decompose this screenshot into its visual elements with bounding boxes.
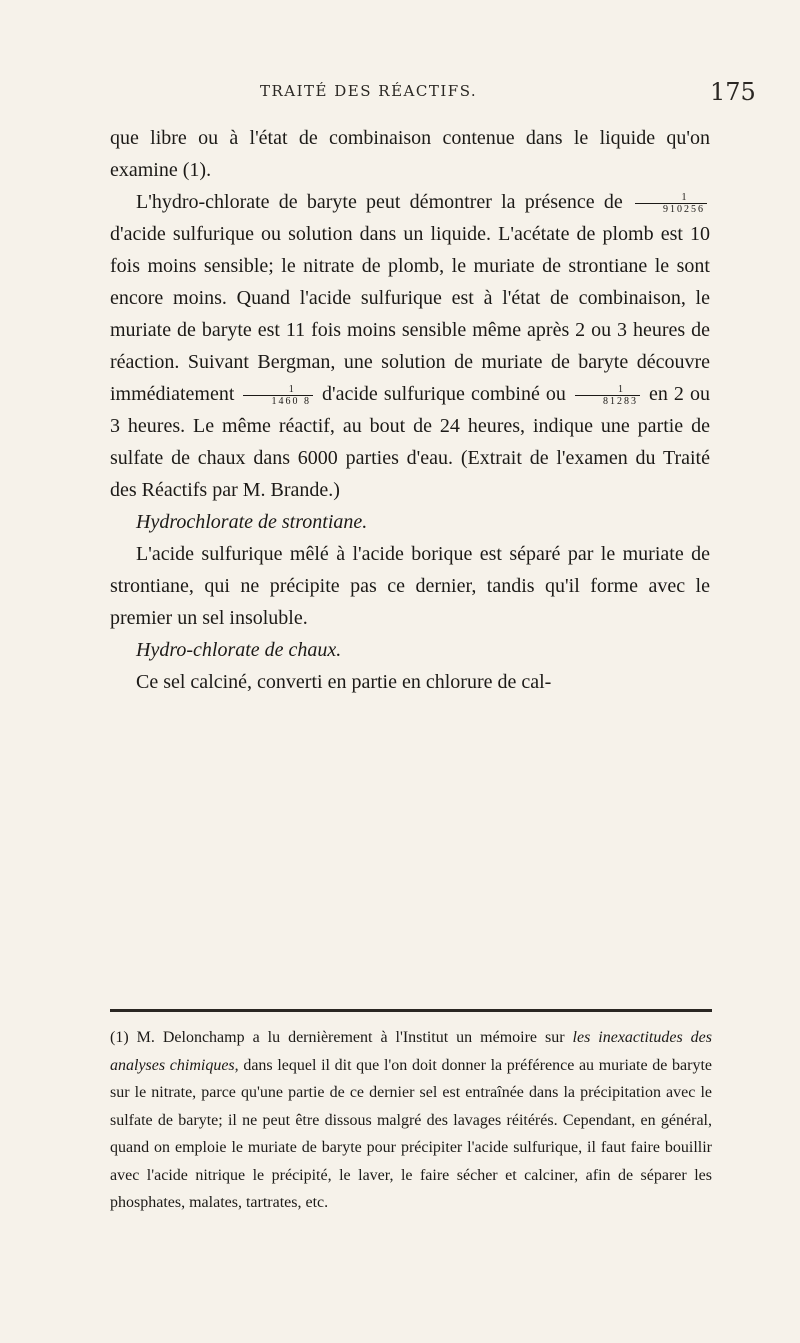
fraction-2 [243,384,313,407]
fraction-1-numerator: 1 [635,192,707,204]
running-title: TRAITÉ DES RÉACTIFS. [260,82,478,100]
paragraph-baryte-text-d: en 2 ou 3 heures. Le même réactif, au bout de 24 heures, indique une partie de sulfate de chaux dans 6000 parties d'eau. (Extrait de l'examen du Traité des Réactifs par M. Brande.) [110,383,710,501]
paragraph-continuation: que libre ou à l'état de combinaison contenue dans le liquide qu'on examine (1). [110,127,710,181]
body-text [110,122,710,698]
section-heading-strontiane: Hydrochlorate de strontiane. [136,511,368,533]
fraction-2-numerator: 1 [243,384,313,396]
footnote-cited-title: les inexactitudes des analyses chimiques [110,1029,713,1074]
footnote-text [110,1024,712,1217]
fraction-3 [575,384,640,407]
footnote-rule [110,1009,712,1012]
page-number: 175 [710,78,756,106]
paragraph-chaux: Ce sel calciné, converti en partie en chlorure de cal- [136,671,552,693]
footnote [110,1024,712,1217]
paragraph-baryte-text-a: L'hydro-chlorate de baryte peut démontrer la présence de [136,191,632,213]
paragraph-baryte [110,186,710,506]
fraction-2-denominator: 1460 8 [271,395,311,407]
fraction-3-denominator: 81283 [602,395,638,407]
running-head [0,78,800,118]
fraction-1 [635,192,707,215]
paragraph-baryte-text-b: d'acide sulfurique ou solution dans un liquide. L'acétate de plomb est 10 fois moins sensible; le nitrate de plomb, le muriate de strontiane le sont encore moins. Quand l'acide sulfurique est à l'état de combinaison, le muriate de baryte est 11 fois moins sensible même après 2 ou 3 heures de réaction. Suivant Bergman, une solution de muriate de baryte découvre immédiatement [110,223,710,405]
paragraph-baryte-text-c: d'acide sulfurique combiné ou [315,383,572,405]
footnote-text-a: (1) M. Delonchamp a lu dernièrement à l'Institut un mémoire sur [110,1029,573,1046]
paragraph-strontiane: L'acide sulfurique mêlé à l'acide borique est séparé par le muriate de strontiane, qui ne précipite pas ce dernier, tandis qu'il forme avec le premier un sel insoluble. [110,543,710,629]
section-heading-chaux: Hydro-chlorate de chaux. [136,639,342,661]
footnote-text-b: , dans lequel il dit que l'on doit donner la préférence au muriate de baryte sur le nitrate, parce qu'une partie de ce dernier sel est entraînée dans la précipitation avec le sulfate de baryte; il ne peut être dissous malgré des lavages réitérés. Cependant, en général, quand on emploie le muriate de baryte pour précipiter l'acide sulfurique, il faut faire bouillir avec l'acide nitrique le précipité, le laver, le faire sécher et calciner, afin de séparer les phosphates, malates, tartrates, etc. [110,1056,712,1211]
fraction-1-denominator: 910256 [663,203,705,215]
fraction-3-numerator: 1 [575,384,640,396]
